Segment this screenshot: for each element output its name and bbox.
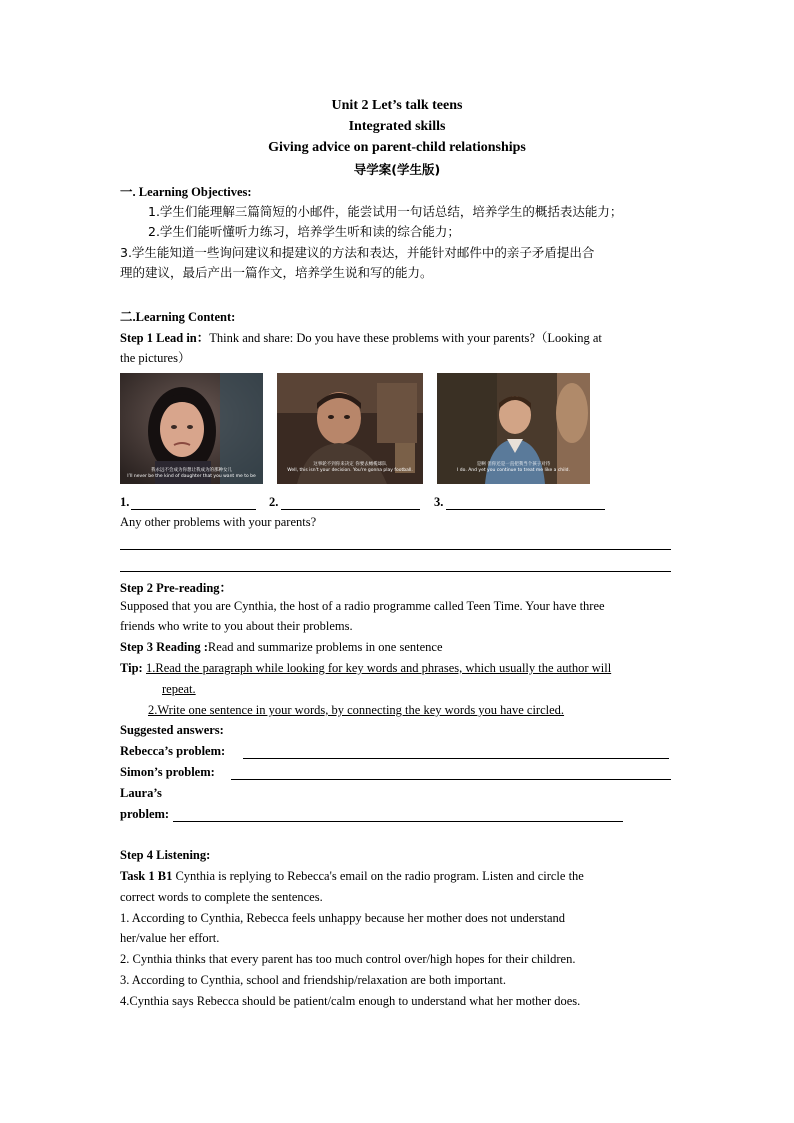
- tip-2: 2.Write one sentence in your words, by connecting the key words you have circled.: [148, 703, 565, 717]
- content-heading: 二.Learning Content:: [120, 310, 236, 324]
- step1-text-cont: the pictures）: [120, 351, 191, 365]
- simon-answer-line[interactable]: [231, 779, 671, 780]
- question-1: 1. According to Cynthia, Rebecca feels unhappy because her mother does not understand: [120, 911, 566, 925]
- blank-label-2: 2.: [269, 495, 279, 509]
- tip-1: 1.Read the paragraph while looking for key words and phrases, which usually the author will: [146, 661, 612, 675]
- step1-text: Think and share: Do you have these problems with your parents?（Looking at: [209, 331, 602, 345]
- laura-answer-line[interactable]: [173, 821, 623, 822]
- answer-blank-3[interactable]: [446, 509, 605, 510]
- answer-blank-2[interactable]: [281, 509, 420, 510]
- page-topic: Giving advice on parent-child relationships: [268, 140, 526, 155]
- answer-blank-1[interactable]: [131, 509, 256, 510]
- step2-label: Step 2 Pre-reading：: [120, 581, 233, 595]
- task1-label: Task 1 B1: [120, 869, 173, 883]
- question-2: 2. Cynthia thinks that every parent has too much control over/high hopes for their children.: [120, 952, 576, 966]
- tip-1-cont: repeat.: [162, 682, 196, 696]
- step2-text: Supposed that you are Cynthia, the host of a radio programme called Teen Time. Your have three: [120, 599, 605, 613]
- rebecca-problem-label: Rebecca’s problem:: [120, 744, 226, 758]
- movie-still-2: [277, 373, 423, 484]
- blank-label-3: 3.: [434, 495, 444, 509]
- question-1-cont: her/value her effort.: [120, 931, 220, 945]
- task1-text: Cynthia is replying to Rebecca's email on the radio program. Listen and circle the: [175, 869, 584, 883]
- version-label: 导学案(学生版): [353, 162, 441, 177]
- step3-line: [120, 640, 443, 655]
- laura-label: Laura’s: [120, 786, 162, 800]
- task1-text-cont: correct words to complete the sentences.: [120, 890, 323, 904]
- answer-line-other-1[interactable]: [120, 549, 671, 550]
- step4-label: Step 4 Listening:: [120, 848, 211, 862]
- subtitle-en-1: I’ll never be the kind of daughter that you want me to be: [127, 474, 256, 479]
- rebecca-answer-line[interactable]: [243, 758, 669, 759]
- question-4: 4.Cynthia says Rebecca should be patient/calm enough to understand what her mother does.: [120, 994, 581, 1008]
- movie-still-1: [120, 373, 263, 484]
- subtitle-cn-1: 我永远不会成为你想让我成为的那种女儿: [151, 468, 232, 473]
- movie-still-3: [437, 373, 590, 484]
- step3-text: Read and summarize problems in one sentence: [207, 640, 443, 654]
- step3-label: Step 3 Reading :: [120, 640, 208, 654]
- step1-label: Step 1 Lead in：: [120, 331, 210, 345]
- subtitle-cn-2: 这事轮不到你来决定 你要去橄榄球队: [313, 462, 387, 467]
- subtitle-en-3: I do. And yet you continue to treat me like a child.: [457, 468, 570, 473]
- objective-1: 1.学生们能理解三篇简短的小邮件，能尝试用一句话总结，培养学生的概括表达能力；: [148, 204, 623, 219]
- page-subtitle: Integrated skills: [348, 119, 446, 134]
- step2-text-cont: friends who write to you about their problems.: [120, 619, 353, 633]
- step1-line: [120, 328, 602, 346]
- laura-problem-label: problem:: [120, 807, 170, 821]
- other-problems-prompt: Any other problems with your parents?: [120, 515, 317, 529]
- objectives-heading: 一. Learning Objectives:: [120, 185, 252, 199]
- blank-label-1: 1.: [120, 495, 130, 509]
- simon-problem-label: Simon’s problem:: [120, 765, 215, 779]
- suggested-answers-heading: Suggested answers:: [120, 723, 224, 737]
- subtitle-cn-3: 是啊 但你还是一直把我当个孩子对待: [476, 462, 551, 467]
- tip-label: Tip:: [120, 661, 143, 675]
- objective-3: 3.学生能知道一些询问建议和提建议的方法和表达，并能针对邮件中的亲子矛盾提出合: [120, 245, 595, 260]
- question-3: 3. According to Cynthia, school and friendship/relaxation are both important.: [120, 973, 507, 987]
- answer-line-other-2[interactable]: [120, 571, 671, 572]
- subtitle-en-2: Well, this isn't your decision. You're gonna play football.: [287, 468, 413, 473]
- page-title: Unit 2 Let’s talk teens: [331, 98, 463, 113]
- objective-3-cont: 理的建议，最后产出一篇作文，培养学生说和写的能力。: [120, 265, 433, 280]
- objective-2: 2.学生们能听懂听力练习，培养学生听和读的综合能力；: [148, 224, 460, 239]
- task1-line: [120, 869, 584, 884]
